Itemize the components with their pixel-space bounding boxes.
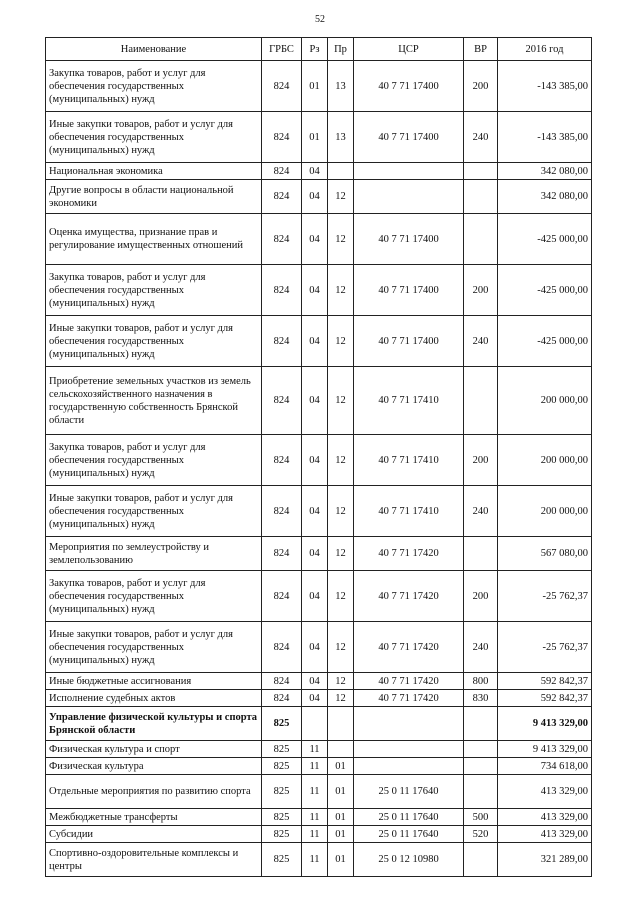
row-name: Спортивно-оздоровительные комплексы и центры bbox=[46, 843, 262, 877]
row-name: Закупка товаров, работ и услуг для обеспечения государственных (муниципальных) нужд bbox=[46, 435, 262, 486]
row-csr bbox=[354, 163, 464, 180]
row-pr: 01 bbox=[328, 843, 354, 877]
row-csr: 40 7 71 17400 bbox=[354, 316, 464, 367]
row-name: Закупка товаров, работ и услуг для обеспечения государственных (муниципальных) нужд bbox=[46, 265, 262, 316]
row-grbs: 824 bbox=[262, 690, 302, 707]
row-name: Иные закупки товаров, работ и услуг для обеспечения государственных (муниципальных) нужд bbox=[46, 316, 262, 367]
row-grbs: 824 bbox=[262, 537, 302, 571]
row-rz: 04 bbox=[302, 690, 328, 707]
row-vr: 240 bbox=[464, 316, 498, 367]
row-pr: 12 bbox=[328, 367, 354, 435]
row-grbs: 824 bbox=[262, 61, 302, 112]
row-pr: 12 bbox=[328, 265, 354, 316]
row-grbs: 824 bbox=[262, 571, 302, 622]
row-rz: 04 bbox=[302, 214, 328, 265]
table-row bbox=[46, 809, 592, 826]
row-pr bbox=[328, 741, 354, 758]
table-row bbox=[46, 265, 592, 316]
table-row bbox=[46, 690, 592, 707]
table-row bbox=[46, 112, 592, 163]
row-name: Оценка имущества, признание прав и регулирование имущественных отношений bbox=[46, 214, 262, 265]
row-pr: 12 bbox=[328, 571, 354, 622]
row-grbs: 825 bbox=[262, 758, 302, 775]
row-rz: 04 bbox=[302, 673, 328, 690]
row-vr bbox=[464, 758, 498, 775]
row-csr: 40 7 71 17410 bbox=[354, 486, 464, 537]
row-rz: 04 bbox=[302, 316, 328, 367]
row-rz: 01 bbox=[302, 61, 328, 112]
table-header-row bbox=[46, 38, 592, 61]
row-csr: 40 7 71 17420 bbox=[354, 537, 464, 571]
row-grbs: 824 bbox=[262, 486, 302, 537]
row-name: Другие вопросы в области национальной экономики bbox=[46, 180, 262, 214]
row-rz: 04 bbox=[302, 180, 328, 214]
row-rz: 11 bbox=[302, 843, 328, 877]
row-amount: -425 000,00 bbox=[498, 316, 592, 367]
row-rz: 01 bbox=[302, 112, 328, 163]
page-number: 52 bbox=[315, 14, 325, 25]
header-amount: 2016 год bbox=[498, 38, 592, 61]
row-amount: -25 762,37 bbox=[498, 622, 592, 673]
row-rz: 04 bbox=[302, 622, 328, 673]
table-row bbox=[46, 316, 592, 367]
row-grbs: 824 bbox=[262, 265, 302, 316]
row-rz: 04 bbox=[302, 435, 328, 486]
row-rz: 11 bbox=[302, 809, 328, 826]
row-amount: 200 000,00 bbox=[498, 367, 592, 435]
row-pr: 12 bbox=[328, 537, 354, 571]
row-vr: 240 bbox=[464, 486, 498, 537]
row-amount: 321 289,00 bbox=[498, 843, 592, 877]
row-pr: 13 bbox=[328, 112, 354, 163]
row-pr bbox=[328, 163, 354, 180]
header-pr: Пр bbox=[328, 38, 354, 61]
row-csr: 40 7 71 17420 bbox=[354, 622, 464, 673]
table-row bbox=[46, 486, 592, 537]
row-grbs: 824 bbox=[262, 163, 302, 180]
row-csr: 25 0 11 17640 bbox=[354, 826, 464, 843]
row-grbs: 824 bbox=[262, 673, 302, 690]
row-name: Иные бюджетные ассигнования bbox=[46, 673, 262, 690]
header-csr: ЦСР bbox=[354, 38, 464, 61]
row-name: Иные закупки товаров, работ и услуг для обеспечения государственных (муниципальных) нужд bbox=[46, 112, 262, 163]
row-name: Приобретение земельных участков из земель сельскохозяйственного назначения в государственную собственность Брянской области bbox=[46, 367, 262, 435]
row-csr: 40 7 71 17420 bbox=[354, 673, 464, 690]
table-row bbox=[46, 707, 592, 741]
row-csr: 40 7 71 17420 bbox=[354, 690, 464, 707]
row-amount: -425 000,00 bbox=[498, 214, 592, 265]
row-vr: 200 bbox=[464, 435, 498, 486]
row-grbs: 824 bbox=[262, 180, 302, 214]
row-pr: 12 bbox=[328, 214, 354, 265]
row-csr: 40 7 71 17410 bbox=[354, 367, 464, 435]
row-vr bbox=[464, 775, 498, 809]
table-row bbox=[46, 367, 592, 435]
row-amount: 567 080,00 bbox=[498, 537, 592, 571]
row-vr: 200 bbox=[464, 265, 498, 316]
row-name: Закупка товаров, работ и услуг для обеспечения государственных (муниципальных) нужд bbox=[46, 61, 262, 112]
row-amount: 200 000,00 bbox=[498, 486, 592, 537]
row-rz: 04 bbox=[302, 163, 328, 180]
row-csr: 25 0 12 10980 bbox=[354, 843, 464, 877]
row-grbs: 824 bbox=[262, 435, 302, 486]
table-row bbox=[46, 435, 592, 486]
row-vr bbox=[464, 367, 498, 435]
row-csr: 40 7 71 17400 bbox=[354, 61, 464, 112]
row-grbs: 824 bbox=[262, 367, 302, 435]
row-amount: 413 329,00 bbox=[498, 775, 592, 809]
row-amount: 592 842,37 bbox=[498, 673, 592, 690]
table-row bbox=[46, 741, 592, 758]
row-pr: 12 bbox=[328, 435, 354, 486]
row-vr: 500 bbox=[464, 809, 498, 826]
header-vr: ВР bbox=[464, 38, 498, 61]
row-rz bbox=[302, 707, 328, 741]
row-grbs: 824 bbox=[262, 622, 302, 673]
row-rz: 11 bbox=[302, 758, 328, 775]
table-row bbox=[46, 758, 592, 775]
row-csr: 40 7 71 17420 bbox=[354, 571, 464, 622]
row-name: Закупка товаров, работ и услуг для обеспечения государственных (муниципальных) нужд bbox=[46, 571, 262, 622]
row-vr: 800 bbox=[464, 673, 498, 690]
row-csr: 40 7 71 17400 bbox=[354, 214, 464, 265]
row-amount: 592 842,37 bbox=[498, 690, 592, 707]
row-rz: 11 bbox=[302, 741, 328, 758]
row-vr bbox=[464, 537, 498, 571]
row-rz: 04 bbox=[302, 367, 328, 435]
row-vr: 830 bbox=[464, 690, 498, 707]
table-row bbox=[46, 843, 592, 877]
row-vr: 240 bbox=[464, 112, 498, 163]
row-vr bbox=[464, 180, 498, 214]
row-name: Национальная экономика bbox=[46, 163, 262, 180]
row-name: Физическая культура и спорт bbox=[46, 741, 262, 758]
table-row bbox=[46, 180, 592, 214]
row-grbs: 825 bbox=[262, 707, 302, 741]
row-grbs: 825 bbox=[262, 843, 302, 877]
row-amount: 9 413 329,00 bbox=[498, 741, 592, 758]
row-amount: 734 618,00 bbox=[498, 758, 592, 775]
table-row bbox=[46, 61, 592, 112]
row-amount: 413 329,00 bbox=[498, 826, 592, 843]
table-row bbox=[46, 775, 592, 809]
row-vr: 240 bbox=[464, 622, 498, 673]
row-name: Управление физической культуры и спорта Брянской области bbox=[46, 707, 262, 741]
row-grbs: 825 bbox=[262, 775, 302, 809]
row-rz: 11 bbox=[302, 826, 328, 843]
row-csr bbox=[354, 758, 464, 775]
row-rz: 04 bbox=[302, 265, 328, 316]
row-name: Субсидии bbox=[46, 826, 262, 843]
row-vr bbox=[464, 707, 498, 741]
row-amount: -143 385,00 bbox=[498, 61, 592, 112]
row-pr: 12 bbox=[328, 180, 354, 214]
header-rz: Рз bbox=[302, 38, 328, 61]
row-csr: 40 7 71 17400 bbox=[354, 112, 464, 163]
table-body bbox=[46, 61, 592, 877]
row-csr: 40 7 71 17410 bbox=[354, 435, 464, 486]
row-vr bbox=[464, 163, 498, 180]
row-name: Межбюджетные трансферты bbox=[46, 809, 262, 826]
row-csr: 25 0 11 17640 bbox=[354, 775, 464, 809]
row-vr bbox=[464, 214, 498, 265]
row-vr: 200 bbox=[464, 61, 498, 112]
row-amount: 9 413 329,00 bbox=[498, 707, 592, 741]
row-amount: 413 329,00 bbox=[498, 809, 592, 826]
row-amount: -143 385,00 bbox=[498, 112, 592, 163]
table-row bbox=[46, 214, 592, 265]
row-grbs: 825 bbox=[262, 741, 302, 758]
row-amount: 200 000,00 bbox=[498, 435, 592, 486]
row-pr: 01 bbox=[328, 758, 354, 775]
row-pr: 01 bbox=[328, 809, 354, 826]
table-row bbox=[46, 622, 592, 673]
budget-table bbox=[45, 37, 592, 877]
row-pr: 13 bbox=[328, 61, 354, 112]
row-pr: 12 bbox=[328, 690, 354, 707]
table-row bbox=[46, 163, 592, 180]
row-grbs: 824 bbox=[262, 112, 302, 163]
row-csr bbox=[354, 707, 464, 741]
row-vr: 520 bbox=[464, 826, 498, 843]
row-csr bbox=[354, 180, 464, 214]
row-name: Исполнение судебных актов bbox=[46, 690, 262, 707]
row-pr: 12 bbox=[328, 316, 354, 367]
row-vr bbox=[464, 843, 498, 877]
row-pr: 01 bbox=[328, 826, 354, 843]
row-name: Иные закупки товаров, работ и услуг для обеспечения государственных (муниципальных) нужд bbox=[46, 486, 262, 537]
row-vr bbox=[464, 741, 498, 758]
row-name: Иные закупки товаров, работ и услуг для обеспечения государственных (муниципальных) нужд bbox=[46, 622, 262, 673]
row-amount: -25 762,37 bbox=[498, 571, 592, 622]
header-grbs: ГРБС bbox=[262, 38, 302, 61]
table-row bbox=[46, 537, 592, 571]
row-pr: 01 bbox=[328, 775, 354, 809]
row-csr bbox=[354, 741, 464, 758]
row-grbs: 825 bbox=[262, 826, 302, 843]
row-grbs: 825 bbox=[262, 809, 302, 826]
row-pr bbox=[328, 707, 354, 741]
header-name: Наименование bbox=[46, 38, 262, 61]
row-amount: -425 000,00 bbox=[498, 265, 592, 316]
row-csr: 25 0 11 17640 bbox=[354, 809, 464, 826]
row-rz: 04 bbox=[302, 571, 328, 622]
row-rz: 04 bbox=[302, 537, 328, 571]
row-rz: 11 bbox=[302, 775, 328, 809]
row-rz: 04 bbox=[302, 486, 328, 537]
table-row bbox=[46, 571, 592, 622]
table-row bbox=[46, 673, 592, 690]
row-grbs: 824 bbox=[262, 316, 302, 367]
table-row bbox=[46, 826, 592, 843]
row-csr: 40 7 71 17400 bbox=[354, 265, 464, 316]
row-pr: 12 bbox=[328, 673, 354, 690]
row-amount: 342 080,00 bbox=[498, 163, 592, 180]
row-name: Физическая культура bbox=[46, 758, 262, 775]
row-name: Мероприятия по землеустройству и землепользованию bbox=[46, 537, 262, 571]
row-grbs: 824 bbox=[262, 214, 302, 265]
row-pr: 12 bbox=[328, 622, 354, 673]
row-amount: 342 080,00 bbox=[498, 180, 592, 214]
row-name: Отдельные мероприятия по развитию спорта bbox=[46, 775, 262, 809]
row-vr: 200 bbox=[464, 571, 498, 622]
row-pr: 12 bbox=[328, 486, 354, 537]
